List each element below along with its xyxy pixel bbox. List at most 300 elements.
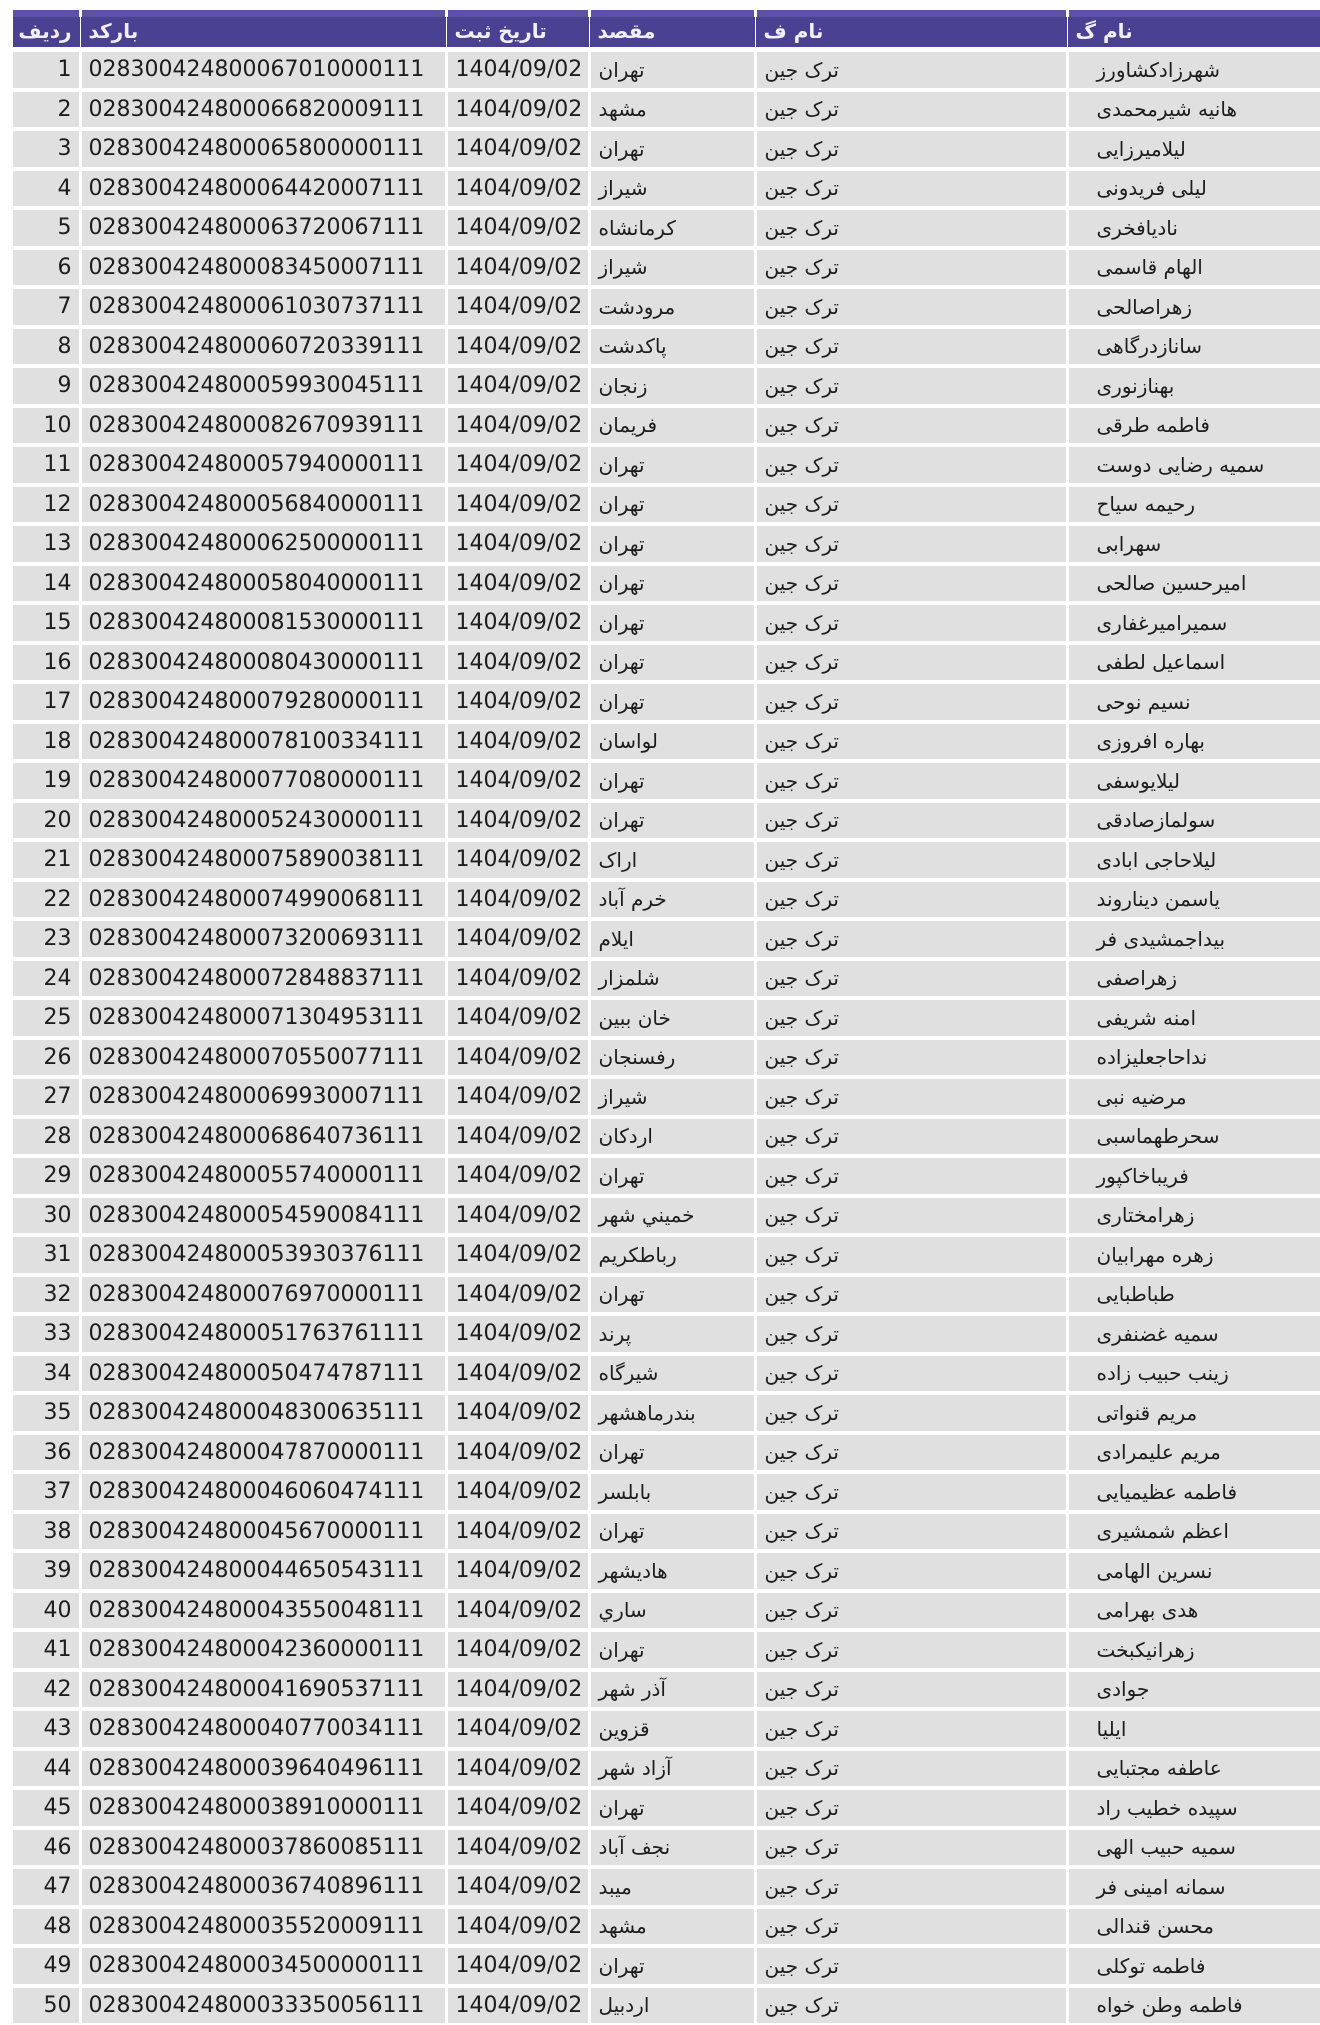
table-row: [13, 1551, 1320, 1591]
sender-name-cell: ترک جین: [755, 801, 1067, 841]
registration-date-cell: 1404/09/02: [446, 287, 589, 327]
table-row: [13, 1235, 1320, 1275]
barcode-cell: 028300424800077080000111: [80, 761, 446, 801]
sender-name-cell: ترک جین: [755, 1077, 1067, 1117]
table-row: [13, 1788, 1320, 1828]
barcode-cell: 028300424800066820009111: [80, 90, 446, 130]
table-row: [13, 208, 1320, 248]
registration-date-cell: 1404/09/02: [446, 248, 589, 288]
table-row: [13, 1630, 1320, 1670]
row-number-cell: 42: [13, 1670, 80, 1710]
row-number-cell: 36: [13, 1433, 80, 1473]
sender-name-cell: ترک جین: [755, 366, 1067, 406]
row-number-cell: 24: [13, 959, 80, 999]
registration-date-cell: 1404/09/02: [446, 1670, 589, 1710]
registration-date-cell: 1404/09/02: [446, 485, 589, 525]
table-row: [13, 366, 1320, 406]
table-row: [13, 1433, 1320, 1473]
table-row: [13, 445, 1320, 485]
barcode-cell: 028300424800036740896111: [80, 1867, 446, 1907]
receiver-name-cell: رحیمه سیاح: [1067, 485, 1320, 525]
registration-date-cell: 1404/09/02: [446, 1433, 589, 1473]
receiver-name-cell: سمیه غضنفری: [1067, 1314, 1320, 1354]
shipments-table: [13, 10, 1320, 2025]
destination-cell: تهران: [589, 1788, 755, 1828]
row-number-cell: 28: [13, 1117, 80, 1157]
row-number-cell: 39: [13, 1551, 80, 1591]
registration-date-cell: 1404/09/02: [446, 524, 589, 564]
receiver-name-cell: مریم قنواتی: [1067, 1393, 1320, 1433]
destination-cell: تهران: [589, 603, 755, 643]
table-row: [13, 1275, 1320, 1315]
destination-cell: رفسنجان: [589, 1038, 755, 1078]
registration-date-cell: 1404/09/02: [446, 1077, 589, 1117]
destination-cell: تهران: [589, 1156, 755, 1196]
receiver-name-cell: هدی بهرامی: [1067, 1591, 1320, 1631]
table-row: [13, 564, 1320, 604]
registration-date-cell: 1404/09/02: [446, 1275, 589, 1315]
table-row: [13, 801, 1320, 841]
destination-cell: فریمان: [589, 406, 755, 446]
destination-cell: کرمانشاه: [589, 208, 755, 248]
registration-date-cell: 1404/09/02: [446, 1749, 589, 1789]
registration-date-cell: 1404/09/02: [446, 129, 589, 169]
sender-name-cell: ترک جین: [755, 1749, 1067, 1789]
registration-date-cell: 1404/09/02: [446, 445, 589, 485]
row-number-cell: 37: [13, 1472, 80, 1512]
table-row: [13, 1512, 1320, 1552]
registration-date-cell: 1404/09/02: [446, 840, 589, 880]
destination-cell: تهران: [589, 564, 755, 604]
destination-cell: تهران: [589, 485, 755, 525]
registration-date-cell: 1404/09/02: [446, 959, 589, 999]
row-number-cell: 11: [13, 445, 80, 485]
receiver-name-cell: هانیه شیرمحمدی: [1067, 90, 1320, 130]
destination-cell: تهران: [589, 445, 755, 485]
sender-name-cell: ترک جین: [755, 327, 1067, 367]
receiver-name-cell: نسیم نوحی: [1067, 682, 1320, 722]
destination-cell: تهران: [589, 1512, 755, 1552]
destination-cell: بابلسر: [589, 1472, 755, 1512]
table-row: [13, 1038, 1320, 1078]
table-row: [13, 1156, 1320, 1196]
barcode-cell: 028300424800054590084111: [80, 1196, 446, 1236]
row-number-cell: 14: [13, 564, 80, 604]
sender-name-cell: ترک جین: [755, 485, 1067, 525]
barcode-cell: 028300424800079280000111: [80, 682, 446, 722]
barcode-cell: 028300424800065800000111: [80, 129, 446, 169]
barcode-cell: 028300424800056840000111: [80, 485, 446, 525]
destination-cell: شیراز: [589, 1077, 755, 1117]
barcode-cell: 028300424800068640736111: [80, 1117, 446, 1157]
receiver-name-cell: زینب حبیب زاده: [1067, 1354, 1320, 1394]
barcode-cell: 028300424800064420007111: [80, 169, 446, 209]
table-row: [13, 524, 1320, 564]
receiver-name-cell: لیلاحاجی ابادی: [1067, 840, 1320, 880]
registration-date-cell: 1404/09/02: [446, 1709, 589, 1749]
row-number-cell: 26: [13, 1038, 80, 1078]
strip-cell: [13, 10, 80, 17]
table-row: [13, 1907, 1320, 1947]
table-row: [13, 761, 1320, 801]
barcode-cell: 028300424800078100334111: [80, 722, 446, 762]
receiver-name-cell: زهراصالحی: [1067, 287, 1320, 327]
barcode-cell: 028300424800052430000111: [80, 801, 446, 841]
receiver-name-cell: جوادی: [1067, 1670, 1320, 1710]
barcode-cell: 028300424800058040000111: [80, 564, 446, 604]
row-number-cell: 20: [13, 801, 80, 841]
row-number-cell: 47: [13, 1867, 80, 1907]
sender-name-cell: ترک جین: [755, 524, 1067, 564]
table-row: [13, 682, 1320, 722]
row-number-cell: 45: [13, 1788, 80, 1828]
receiver-name-cell: سمانه امینی فر: [1067, 1867, 1320, 1907]
destination-cell: زنجان: [589, 366, 755, 406]
row-number-cell: 1: [13, 50, 80, 90]
destination-cell: ساري: [589, 1591, 755, 1631]
registration-date-cell: 1404/09/02: [446, 722, 589, 762]
row-number-cell: 15: [13, 603, 80, 643]
row-number-cell: 38: [13, 1512, 80, 1552]
barcode-cell: 028300424800080430000111: [80, 643, 446, 683]
registration-date-cell: 1404/09/02: [446, 1630, 589, 1670]
row-number-cell: 29: [13, 1156, 80, 1196]
registration-date-cell: 1404/09/02: [446, 801, 589, 841]
barcode-cell: 028300424800061030737111: [80, 287, 446, 327]
barcode-cell: 028300424800070550077111: [80, 1038, 446, 1078]
sender-name-cell: ترک جین: [755, 1828, 1067, 1868]
registration-date-cell: 1404/09/02: [446, 1946, 589, 1986]
registration-date-cell: 1404/09/02: [446, 366, 589, 406]
sender-name-cell: ترک جین: [755, 643, 1067, 683]
row-number-cell: 44: [13, 1749, 80, 1789]
row-number-cell: 9: [13, 366, 80, 406]
barcode-cell: 028300424800043550048111: [80, 1591, 446, 1631]
table-row: [13, 603, 1320, 643]
registration-date-cell: 1404/09/02: [446, 1354, 589, 1394]
sender-name-cell: ترک جین: [755, 722, 1067, 762]
destination-cell: مشهد: [589, 1907, 755, 1947]
sender-name-cell: ترک جین: [755, 50, 1067, 90]
barcode-cell: 028300424800045670000111: [80, 1512, 446, 1552]
table-row: [13, 880, 1320, 920]
row-number-cell: 41: [13, 1630, 80, 1670]
destination-cell: تهران: [589, 1946, 755, 1986]
header-top-strip: [13, 10, 1320, 17]
sender-name-cell: ترک جین: [755, 1472, 1067, 1512]
destination-cell: تهران: [589, 1630, 755, 1670]
receiver-name-cell: لیلامیرزایی: [1067, 129, 1320, 169]
sender-name-cell: ترک جین: [755, 248, 1067, 288]
row-number-cell: 17: [13, 682, 80, 722]
row-number-cell: 10: [13, 406, 80, 446]
column-header-row-number: ردیف: [13, 17, 80, 50]
registration-date-cell: 1404/09/02: [446, 1828, 589, 1868]
header-row: [13, 17, 1320, 50]
receiver-name-cell: سپیده خطیب راد: [1067, 1788, 1320, 1828]
table-row: [13, 1867, 1320, 1907]
receiver-name-cell: سانازدرگاهی: [1067, 327, 1320, 367]
receiver-name-cell: سمیرامیرغفاری: [1067, 603, 1320, 643]
sender-name-cell: ترک جین: [755, 959, 1067, 999]
column-header-receiver-name: نام گ: [1067, 17, 1320, 50]
barcode-cell: 028300424800033350056111: [80, 1986, 446, 2025]
barcode-cell: 028300424800063720067111: [80, 208, 446, 248]
barcode-cell: 028300424800057940000111: [80, 445, 446, 485]
barcode-cell: 028300424800044650543111: [80, 1551, 446, 1591]
table-row: [13, 1946, 1320, 1986]
barcode-cell: 028300424800048300635111: [80, 1393, 446, 1433]
destination-cell: آذر شهر: [589, 1670, 755, 1710]
row-number-cell: 33: [13, 1314, 80, 1354]
barcode-cell: 028300424800076970000111: [80, 1275, 446, 1315]
receiver-name-cell: امنه شریفی: [1067, 998, 1320, 1038]
registration-date-cell: 1404/09/02: [446, 880, 589, 920]
destination-cell: رباطکریم: [589, 1235, 755, 1275]
registration-date-cell: 1404/09/02: [446, 919, 589, 959]
barcode-cell: 028300424800053930376111: [80, 1235, 446, 1275]
receiver-name-cell: فاطمه وطن خواه: [1067, 1986, 1320, 2025]
barcode-cell: 028300424800039640496111: [80, 1749, 446, 1789]
receiver-name-cell: فریباخاکپور: [1067, 1156, 1320, 1196]
row-number-cell: 32: [13, 1275, 80, 1315]
destination-cell: تهران: [589, 129, 755, 169]
destination-cell: شیراز: [589, 169, 755, 209]
sender-name-cell: ترک جین: [755, 1196, 1067, 1236]
row-number-cell: 8: [13, 327, 80, 367]
row-number-cell: 40: [13, 1591, 80, 1631]
strip-cell: [755, 10, 1067, 17]
destination-cell: تهران: [589, 801, 755, 841]
row-number-cell: 25: [13, 998, 80, 1038]
destination-cell: اراک: [589, 840, 755, 880]
registration-date-cell: 1404/09/02: [446, 1867, 589, 1907]
destination-cell: مشهد: [589, 90, 755, 130]
table-row: [13, 406, 1320, 446]
barcode-cell: 028300424800050474787111: [80, 1354, 446, 1394]
sender-name-cell: ترک جین: [755, 208, 1067, 248]
table-row: [13, 998, 1320, 1038]
barcode-cell: 028300424800055740000111: [80, 1156, 446, 1196]
barcode-cell: 028300424800073200693111: [80, 919, 446, 959]
row-number-cell: 48: [13, 1907, 80, 1947]
barcode-cell: 028300424800034500000111: [80, 1946, 446, 1986]
barcode-cell: 028300424800069930007111: [80, 1077, 446, 1117]
sender-name-cell: ترک جین: [755, 406, 1067, 446]
row-number-cell: 31: [13, 1235, 80, 1275]
registration-date-cell: 1404/09/02: [446, 50, 589, 90]
sender-name-cell: ترک جین: [755, 919, 1067, 959]
destination-cell: تهران: [589, 524, 755, 564]
row-number-cell: 27: [13, 1077, 80, 1117]
row-number-cell: 30: [13, 1196, 80, 1236]
destination-cell: شیرگاه: [589, 1354, 755, 1394]
table-row: [13, 1354, 1320, 1394]
registration-date-cell: 1404/09/02: [446, 564, 589, 604]
sender-name-cell: ترک جین: [755, 1433, 1067, 1473]
sender-name-cell: ترک جین: [755, 1591, 1067, 1631]
destination-cell: خميني شهر: [589, 1196, 755, 1236]
destination-cell: تهران: [589, 761, 755, 801]
registration-date-cell: 1404/09/02: [446, 1038, 589, 1078]
receiver-name-cell: زهراصفی: [1067, 959, 1320, 999]
barcode-cell: 028300424800062500000111: [80, 524, 446, 564]
table-row: [13, 959, 1320, 999]
table-row: [13, 248, 1320, 288]
registration-date-cell: 1404/09/02: [446, 1907, 589, 1947]
sender-name-cell: ترک جین: [755, 761, 1067, 801]
sender-name-cell: ترک جین: [755, 169, 1067, 209]
receiver-name-cell: سهرابی: [1067, 524, 1320, 564]
strip-cell: [80, 10, 446, 17]
sender-name-cell: ترک جین: [755, 90, 1067, 130]
table-row: [13, 287, 1320, 327]
sender-name-cell: ترک جین: [755, 998, 1067, 1038]
registration-date-cell: 1404/09/02: [446, 169, 589, 209]
destination-cell: شلمزار: [589, 959, 755, 999]
registration-date-cell: 1404/09/02: [446, 1393, 589, 1433]
destination-cell: اردبيل: [589, 1986, 755, 2025]
destination-cell: مرودشت: [589, 287, 755, 327]
sender-name-cell: ترک جین: [755, 1275, 1067, 1315]
registration-date-cell: 1404/09/02: [446, 1117, 589, 1157]
receiver-name-cell: یاسمن دیناروند: [1067, 880, 1320, 920]
registration-date-cell: 1404/09/02: [446, 1591, 589, 1631]
receiver-name-cell: لیلایوسفی: [1067, 761, 1320, 801]
sender-name-cell: ترک جین: [755, 1314, 1067, 1354]
receiver-name-cell: سحرطهماسبی: [1067, 1117, 1320, 1157]
sender-name-cell: ترک جین: [755, 1907, 1067, 1947]
destination-cell: پرند: [589, 1314, 755, 1354]
receiver-name-cell: نداحاجعلیزاده: [1067, 1038, 1320, 1078]
registration-date-cell: 1404/09/02: [446, 682, 589, 722]
barcode-cell: 028300424800035520009111: [80, 1907, 446, 1947]
table-row: [13, 1670, 1320, 1710]
table-row: [13, 1196, 1320, 1236]
row-number-cell: 12: [13, 485, 80, 525]
registration-date-cell: 1404/09/02: [446, 406, 589, 446]
table-header: [13, 10, 1320, 50]
sender-name-cell: ترک جین: [755, 1117, 1067, 1157]
sender-name-cell: ترک جین: [755, 682, 1067, 722]
barcode-cell: 028300424800072848837111: [80, 959, 446, 999]
sender-name-cell: ترک جین: [755, 445, 1067, 485]
barcode-cell: 028300424800040770034111: [80, 1709, 446, 1749]
receiver-name-cell: نادیافخری: [1067, 208, 1320, 248]
destination-cell: اردکان: [589, 1117, 755, 1157]
sender-name-cell: ترک جین: [755, 1551, 1067, 1591]
barcode-cell: 028300424800042360000111: [80, 1630, 446, 1670]
registration-date-cell: 1404/09/02: [446, 1235, 589, 1275]
table-row: [13, 840, 1320, 880]
sender-name-cell: ترک جین: [755, 1156, 1067, 1196]
destination-cell: پاکدشت: [589, 327, 755, 367]
row-number-cell: 2: [13, 90, 80, 130]
sender-name-cell: ترک جین: [755, 840, 1067, 880]
row-number-cell: 22: [13, 880, 80, 920]
strip-cell: [1067, 10, 1320, 17]
table-row: [13, 169, 1320, 209]
registration-date-cell: 1404/09/02: [446, 1512, 589, 1552]
row-number-cell: 23: [13, 919, 80, 959]
registration-date-cell: 1404/09/02: [446, 1472, 589, 1512]
receiver-name-cell: سمیه حبیب الهی: [1067, 1828, 1320, 1868]
table-row: [13, 1709, 1320, 1749]
row-number-cell: 3: [13, 129, 80, 169]
sender-name-cell: ترک جین: [755, 564, 1067, 604]
receiver-name-cell: شهرزادکشاورز: [1067, 50, 1320, 90]
receiver-name-cell: نسرین الهامی: [1067, 1551, 1320, 1591]
sender-name-cell: ترک جین: [755, 1354, 1067, 1394]
table-row: [13, 643, 1320, 683]
barcode-cell: 028300424800071304953111: [80, 998, 446, 1038]
sender-name-cell: ترک جین: [755, 1670, 1067, 1710]
sender-name-cell: ترک جین: [755, 1630, 1067, 1670]
receiver-name-cell: بهاره افروزی: [1067, 722, 1320, 762]
table-row: [13, 327, 1320, 367]
registration-date-cell: 1404/09/02: [446, 208, 589, 248]
receiver-name-cell: بهنازنوری: [1067, 366, 1320, 406]
destination-cell: شیراز: [589, 248, 755, 288]
table-row: [13, 129, 1320, 169]
registration-date-cell: 1404/09/02: [446, 1986, 589, 2025]
registration-date-cell: 1404/09/02: [446, 1551, 589, 1591]
registration-date-cell: 1404/09/02: [446, 761, 589, 801]
row-number-cell: 5: [13, 208, 80, 248]
destination-cell: قزوین: [589, 1709, 755, 1749]
barcode-cell: 028300424800075890038111: [80, 840, 446, 880]
destination-cell: خان ببین: [589, 998, 755, 1038]
sender-name-cell: ترک جین: [755, 1393, 1067, 1433]
destination-cell: خرم آباد: [589, 880, 755, 920]
table-row: [13, 1314, 1320, 1354]
barcode-cell: 028300424800041690537111: [80, 1670, 446, 1710]
receiver-name-cell: عاطفه مجتبایی: [1067, 1749, 1320, 1789]
receiver-name-cell: فاطمه طرقی: [1067, 406, 1320, 446]
sender-name-cell: ترک جین: [755, 1946, 1067, 1986]
sender-name-cell: ترک جین: [755, 129, 1067, 169]
destination-cell: تهران: [589, 643, 755, 683]
row-number-cell: 46: [13, 1828, 80, 1868]
registration-date-cell: 1404/09/02: [446, 998, 589, 1038]
barcode-cell: 028300424800067010000111: [80, 50, 446, 90]
registration-date-cell: 1404/09/02: [446, 1196, 589, 1236]
table-row: [13, 1591, 1320, 1631]
table-row: [13, 90, 1320, 130]
sender-name-cell: ترک جین: [755, 603, 1067, 643]
receiver-name-cell: زهره مهرابیان: [1067, 1235, 1320, 1275]
column-header-registration-date: تاریخ ثبت: [446, 17, 589, 50]
destination-cell: تهران: [589, 682, 755, 722]
barcode-cell: 028300424800059930045111: [80, 366, 446, 406]
receiver-name-cell: بیداجمشیدی فر: [1067, 919, 1320, 959]
barcode-cell: 028300424800060720339111: [80, 327, 446, 367]
barcode-cell: 028300424800038910000111: [80, 1788, 446, 1828]
table-row: [13, 1077, 1320, 1117]
row-number-cell: 7: [13, 287, 80, 327]
row-number-cell: 49: [13, 1946, 80, 1986]
receiver-name-cell: سولمازصادقی: [1067, 801, 1320, 841]
receiver-name-cell: ایلیا: [1067, 1709, 1320, 1749]
receiver-name-cell: مرضیه نبی: [1067, 1077, 1320, 1117]
row-number-cell: 19: [13, 761, 80, 801]
table-row: [13, 50, 1320, 90]
row-number-cell: 21: [13, 840, 80, 880]
receiver-name-cell: لیلی فریدونی: [1067, 169, 1320, 209]
sender-name-cell: ترک جین: [755, 1867, 1067, 1907]
destination-cell: بندرماهشهر: [589, 1393, 755, 1433]
table-row: [13, 1749, 1320, 1789]
